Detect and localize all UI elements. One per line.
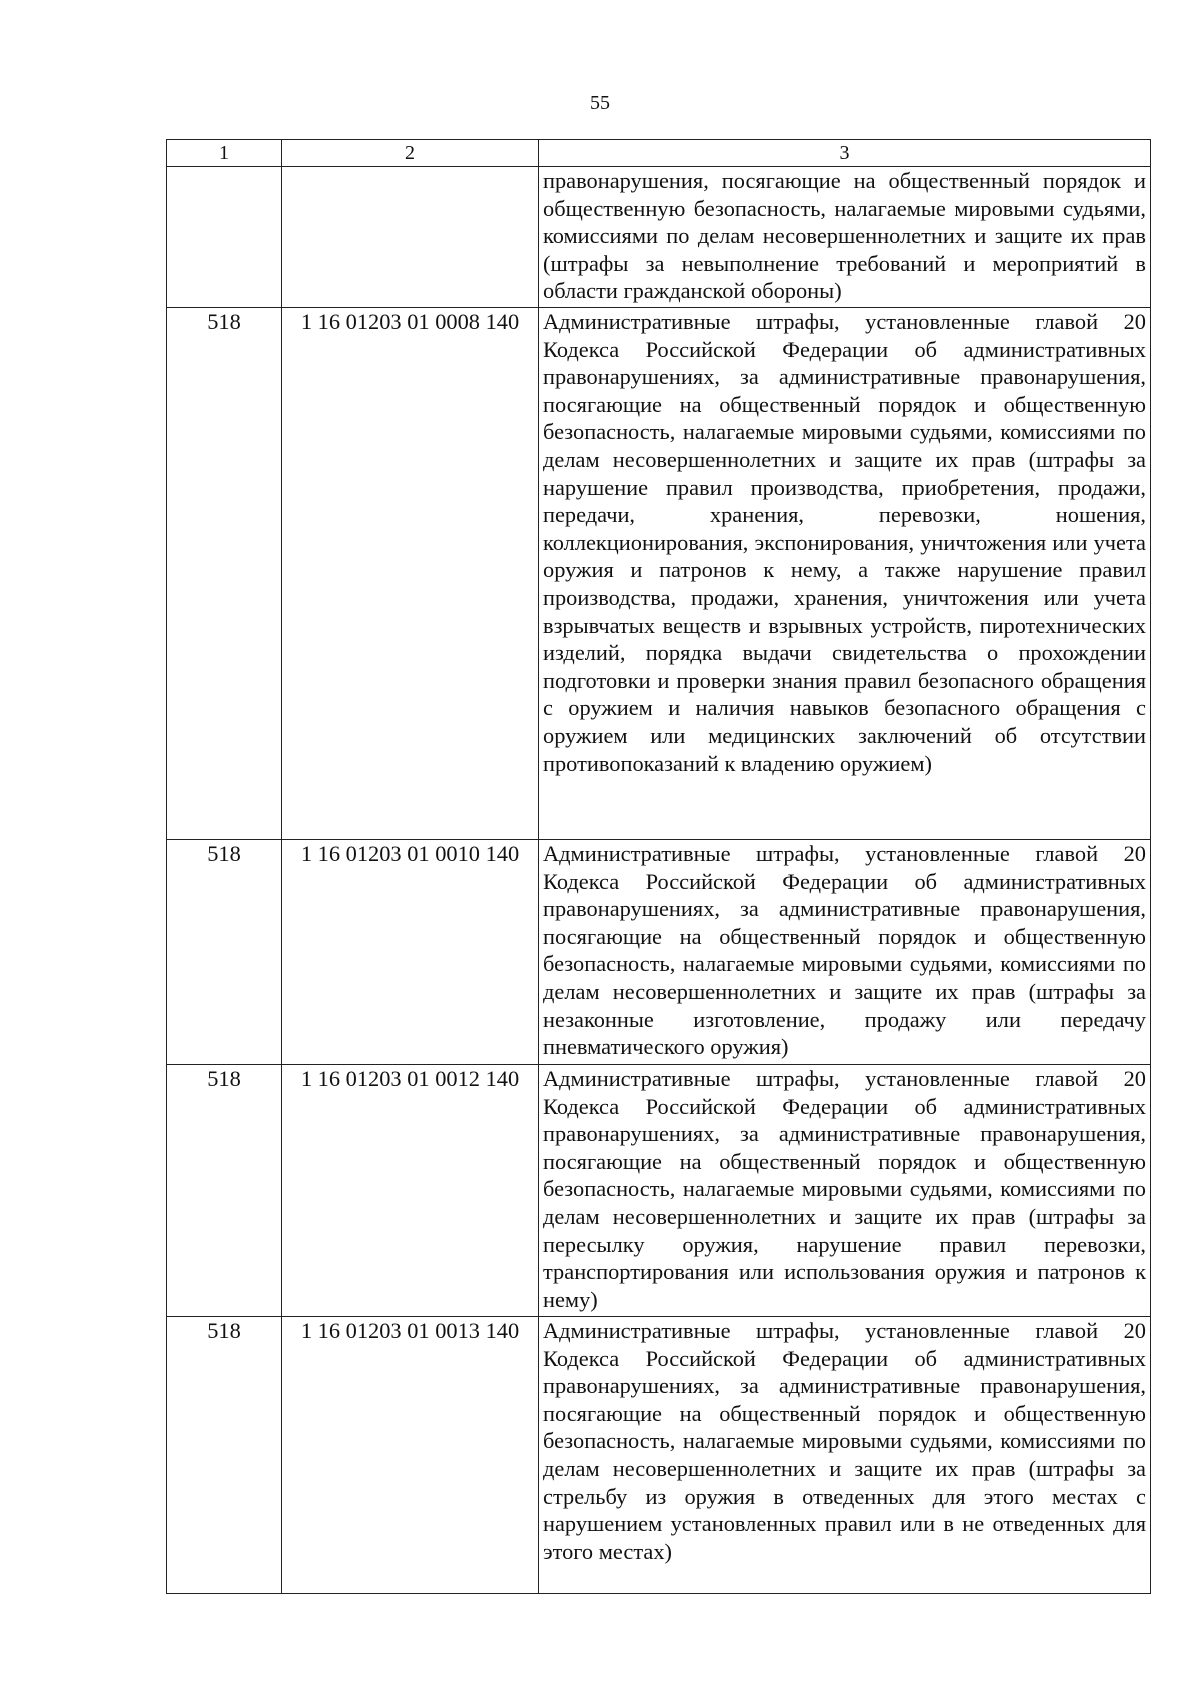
table-row bbox=[167, 840, 1151, 1065]
description-cell: Административные штрафы, установленные главой 20 Кодекса Российской Федерации об административных правонарушениях, за административные правонарушения, посягающие на общественный порядок и общественную безопасность, налагаемые мировыми судьями, комиссиями по делам несовершеннолетних и защите их прав (штрафы за незаконные изготовление, продажу или передачу пневматического оружия) bbox=[539, 840, 1151, 1065]
budget-code-cell: 1 16 01203 01 0013 140 bbox=[282, 1317, 539, 1594]
table-row bbox=[167, 1317, 1151, 1594]
page-number: 55 bbox=[590, 92, 610, 114]
description-cell: Административные штрафы, установленные главой 20 Кодекса Российской Федерации об административных правонарушениях, за административные правонарушения, посягающие на общественный порядок и общественную безопасность, налагаемые мировыми судьями, комиссиями по делам несовершеннолетних и защите их прав (штрафы за пересылку оружия, нарушение правил перевозки, транспортирования или использования оружия и патронов к нему) bbox=[539, 1065, 1151, 1317]
row-number-cell: 518 bbox=[167, 840, 282, 1065]
column-header-3: 3 bbox=[539, 140, 1151, 167]
budget-code-cell: 1 16 01203 01 0010 140 bbox=[282, 840, 539, 1065]
budget-code-cell bbox=[282, 167, 539, 308]
table-header-row bbox=[167, 140, 1151, 167]
budget-code-cell: 1 16 01203 01 0012 140 bbox=[282, 1065, 539, 1317]
column-header-1: 1 bbox=[167, 140, 282, 167]
description-cell: Административные штрафы, установленные главой 20 Кодекса Российской Федерации об административных правонарушениях, за административные правонарушения, посягающие на общественный порядок и общественную безопасность, налагаемые мировыми судьями, комиссиями по делам несовершеннолетних и защите их прав (штрафы за нарушение правил производства, приобретения, продажи, передачи, хранения, перевозки, ношения, коллекционирования, экспонирования, уничтожения или учета оружия и патронов к нему, а также нарушение правил производства, продажи, хранения, уничтожения или учета взрывчатых веществ и взрывных устройств, пиротехнических изделий, порядка выдачи свидетельства о прохождении подготовки и проверки знания правил безопасного обращения с оружием и наличия навыков безопасного обращения с оружием или медицинских заключений об отсутствии противопоказаний к владению оружием) bbox=[539, 308, 1151, 840]
budget-codes-table bbox=[166, 139, 1151, 1594]
row-number-cell: 518 bbox=[167, 1317, 282, 1594]
column-header-2: 2 bbox=[282, 140, 539, 167]
table-row bbox=[167, 1065, 1151, 1317]
description-cell: Административные штрафы, установленные главой 20 Кодекса Российской Федерации об административных правонарушениях, за административные правонарушения, посягающие на общественный порядок и общественную безопасность, налагаемые мировыми судьями, комиссиями по делам несовершеннолетних и защите их прав (штрафы за стрельбу из оружия в отведенных для этого местах с нарушением установленных правил или в не отведенных для этого местах) bbox=[539, 1317, 1151, 1594]
table-row bbox=[167, 308, 1151, 840]
row-number-cell: 518 bbox=[167, 1065, 282, 1317]
budget-code-cell: 1 16 01203 01 0008 140 bbox=[282, 308, 539, 840]
description-cell: правонарушения, посягающие на общественный порядок и общественную безопасность, налагаемые мировыми судьями, комиссиями по делам несовершеннолетних и защите их прав (штрафы за невыполнение требований и мероприятий в области гражданской обороны) bbox=[539, 167, 1151, 308]
row-number-cell bbox=[167, 167, 282, 308]
row-number-cell: 518 bbox=[167, 308, 282, 840]
table-row bbox=[167, 167, 1151, 308]
